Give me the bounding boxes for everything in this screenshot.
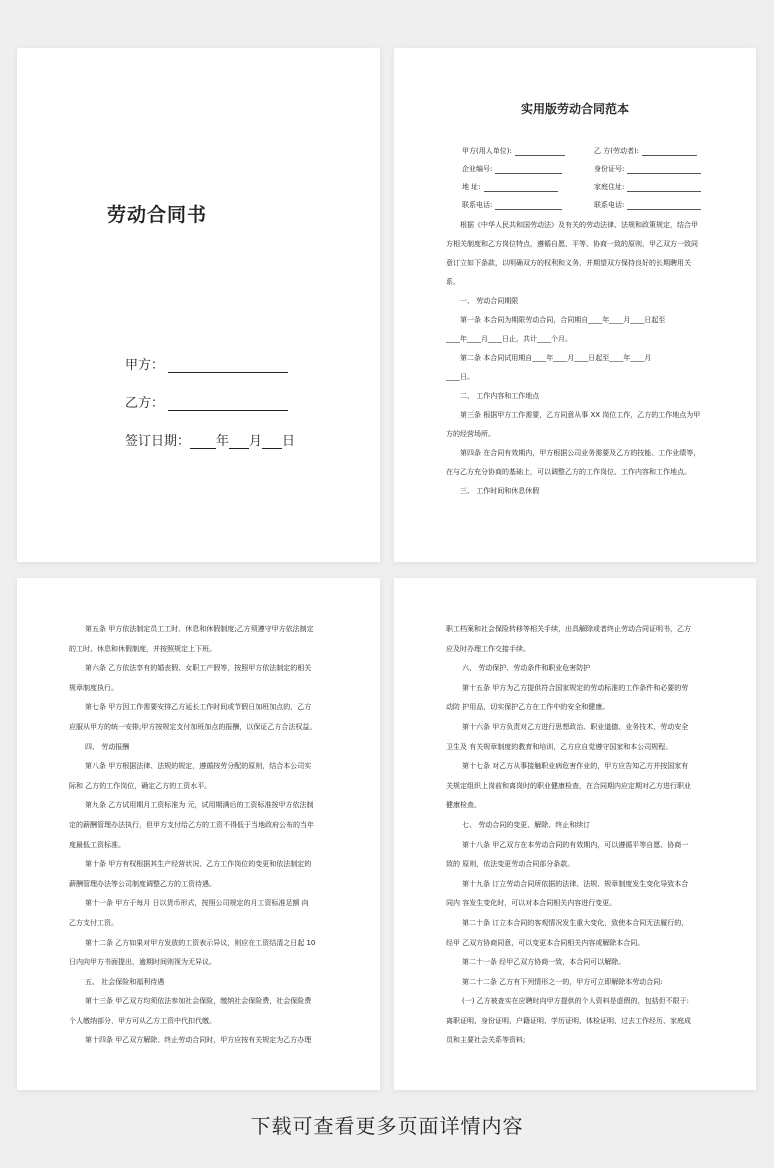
text-line: 卫生及 有关规章制度的教育和培训，乙方应自觉遵守国家和本公司规程。 bbox=[446, 742, 673, 751]
text-line: 动防 护用品，切实保护乙方在工作中的安全和健康。 bbox=[446, 703, 610, 712]
text-line: 致的 原则，依法变更劳动合同部分条款。 bbox=[446, 860, 575, 869]
field-a-name bbox=[462, 146, 565, 156]
page3-text bbox=[69, 620, 339, 1051]
day-line bbox=[262, 434, 282, 449]
field-line bbox=[484, 183, 558, 192]
text-line: 六、 劳动保护、劳动条件和职业危害防护 bbox=[462, 664, 591, 673]
page4-text bbox=[446, 620, 716, 1051]
day-label: 日 bbox=[282, 434, 296, 449]
field-a-code bbox=[462, 164, 562, 174]
article-1: 第一条 本合同为期限劳动合同，合同期自____年____月____日起至 bbox=[460, 316, 666, 324]
text-line: 第二十条 订立本合同的客观情况发生重大变化，致使本合同无法履行的， bbox=[462, 918, 689, 927]
article-1-cont: ____年____月____日止，共计____个月。 bbox=[446, 335, 572, 343]
text-line: 第七条 甲方因工作需要安排乙方延长工作时间或节假日加班加点的，乙方 bbox=[85, 703, 312, 712]
year-line bbox=[190, 434, 216, 449]
month-line bbox=[229, 434, 249, 449]
contract-page-1 bbox=[394, 48, 756, 562]
sign-date-label: 签订日期： bbox=[125, 434, 191, 449]
field-b-addr bbox=[594, 182, 701, 192]
text-line: 四、 劳动报酬 bbox=[85, 742, 130, 751]
text-line: 职工档案和社会保险转移等相关手续，出具解除或者终止劳动合同证明书，乙方 bbox=[446, 625, 691, 633]
section-heading: 三、 工作时间和休息休假 bbox=[460, 487, 540, 495]
text-line: 第八条 甲方根据法律、法规的规定，遵循按劳分配的原则，结合本公司实 bbox=[85, 762, 312, 771]
text-line: 七、 劳动合同的变更、解除、终止和续订 bbox=[462, 820, 591, 829]
party-b-label: 乙方： bbox=[125, 396, 165, 411]
party-b-field bbox=[125, 392, 288, 411]
text-line: 第十一条 甲方于每月 日以货币形式，按照公司规定的月工资标准足额 向 bbox=[85, 899, 309, 908]
text-line: 第十五条 甲方为乙方提供符合国家规定的劳动标准的工作条件和必要的劳 bbox=[462, 683, 689, 692]
article-2: 第二条 本合同试用期自____年____月____日起至____年____月 bbox=[460, 354, 652, 362]
text-line: (一) 乙方被查实在应聘时向甲方提供的个人资料是虚假的，包括但不限于: bbox=[462, 997, 690, 1006]
article-2-cont: ____日。 bbox=[446, 373, 474, 381]
doc-title: 实用版劳动合同范本 bbox=[520, 102, 629, 116]
text-line: 第五条 甲方依法制定员工工时、休息和休假制度;乙方须遵守甲方依法制定 bbox=[85, 625, 314, 633]
text-line: 第十二条 乙方如果对甲方发放的工资表示异议，则应在工资结清之日起 10 bbox=[85, 938, 316, 947]
field-b-name bbox=[594, 146, 697, 156]
text-line: 经甲 乙双方协商同意，可以变更本合同相关内容或解除本合同。 bbox=[446, 938, 645, 947]
party-b-line bbox=[168, 396, 288, 411]
text-line: 同内 容发生变化时，可以对本合同相关内容进行变更。 bbox=[446, 899, 617, 908]
text-line: 规章制度执行。 bbox=[69, 683, 118, 692]
cover-page bbox=[17, 48, 380, 562]
text-line: 个人缴纳部分，甲方可从乙方工资中代扣代缴。 bbox=[69, 1016, 216, 1025]
text-line: 第六条 乙方依法享有的婚丧假、女职工产假等，按照甲方依法制定的相关 bbox=[85, 664, 312, 673]
text-line: 日内向甲方书面提出，逾期时间则视为无异议。 bbox=[69, 958, 216, 967]
intro-paragraph: 根据《中华人民共和国劳动法》及有关的劳动法律、法规和政策规定，结合甲方相关制度和乙方岗位特点，遵循自愿、平等、协商一致的原则，甲乙双方一致同意订立如下条款，以明确双方的权利和义务，并期望双方保持良好的长期聘用关系。 bbox=[446, 221, 698, 286]
party-a-field bbox=[125, 354, 288, 373]
field-label: 家庭住址: bbox=[594, 183, 625, 191]
text-line: 员和主要社会关系等资料; bbox=[446, 1036, 526, 1045]
article-4: 第四条 在合同有效期内，甲方根据公司业务需要及乙方的技能、工作业绩等，在与乙方充分协商的基础上，可以调整乙方的工作岗位、工作内容和工作地点。 bbox=[446, 449, 701, 476]
text-line: 第十条 甲方有权根据其生产经营状况、乙方工作岗位的变更和依法制定的 bbox=[85, 860, 312, 869]
sign-date-field bbox=[125, 430, 295, 449]
field-line bbox=[495, 165, 562, 174]
text-line: 应及时办理工作交接手续。 bbox=[446, 644, 530, 653]
text-line: 第十八条 甲乙双方在本劳动合同的有效期内，可以遵循平等自愿、协商一 bbox=[462, 840, 689, 849]
cover-title: 劳动合同书 bbox=[107, 204, 208, 226]
text-line: 度最低工资标准。 bbox=[69, 840, 125, 849]
field-line bbox=[515, 147, 565, 156]
field-b-phone bbox=[594, 200, 701, 210]
field-line bbox=[627, 201, 701, 210]
text-line: 第九条 乙方试用期月工资标准为 元，试用期满后的工资标准按甲方依法制 bbox=[85, 801, 314, 810]
text-line: 第二十二条 乙方有下列情形之一的，甲方可立即解除本劳动合同: bbox=[462, 977, 663, 986]
text-line: 第十三条 甲乙双方均须依法参加社会保险，缴纳社会保险费，社会保险费 bbox=[85, 997, 312, 1006]
text-line: 际和 乙方的工作岗位，确定乙方的工资水平。 bbox=[69, 781, 212, 790]
year-label: 年 bbox=[216, 434, 230, 449]
field-line bbox=[627, 183, 701, 192]
field-a-phone bbox=[462, 200, 562, 210]
section-heading: 一、 劳动合同期限 bbox=[460, 297, 519, 305]
text-line: 的工时、休息和休假制度，并按照规定上下班。 bbox=[69, 644, 216, 653]
field-label: 企业编号: bbox=[462, 165, 493, 173]
field-b-id bbox=[594, 164, 701, 174]
text-line: 第十七条 对乙方从事接触职业病危害作业的，甲方应告知乙方并按国家有 bbox=[462, 762, 689, 771]
field-label: 联系电话: bbox=[594, 201, 625, 209]
text-line: 五、 社会保险和福利待遇 bbox=[85, 977, 165, 986]
text-line: 第十六条 甲方负责对乙方进行思想政治、职业道德、业务技术、劳动安全 bbox=[462, 722, 689, 731]
text-line: 健康检查。 bbox=[446, 801, 481, 810]
field-label: 乙 方(劳动者): bbox=[594, 147, 640, 155]
text-line: 第十四条 甲乙双方解除、终止劳动合同时，甲方应按有关规定为乙方办理 bbox=[85, 1036, 312, 1045]
text-line: 第二十一条 经甲乙双方协商一致，本合同可以解除。 bbox=[462, 958, 626, 967]
field-line bbox=[627, 165, 701, 174]
party-a-line bbox=[168, 358, 288, 373]
month-label: 月 bbox=[249, 434, 263, 449]
field-line bbox=[642, 147, 697, 156]
contract-page-3 bbox=[394, 578, 756, 1090]
contract-page-2 bbox=[17, 578, 380, 1090]
text-line: 第十九条 订立劳动合同所依据的法律、法规、规章制度发生变化导致本合 bbox=[462, 879, 689, 888]
field-label: 地 址: bbox=[462, 183, 481, 191]
text-line: 离职证明、身份证明、户籍证明、学历证明、体检证明、过去工作经历、家庭成 bbox=[446, 1016, 691, 1025]
text-line: 定的薪酬管理办法执行，但甲方支付给乙方的工资不得低于当地政府公布的当年 bbox=[69, 820, 314, 829]
section-heading: 二、 工作内容和工作地点 bbox=[460, 392, 540, 400]
text-line: 关规定组织上岗前和离岗时的职业健康检查，在合同期内应定期对乙方进行职业 bbox=[446, 781, 691, 790]
footer-text: 下载可查看更多页面详情内容 bbox=[250, 1114, 524, 1138]
article-3: 第三条 根据甲方工作需要，乙方同意从事 XX 岗位工作，乙方的工作地点为甲方的经营场所。 bbox=[446, 411, 701, 438]
field-line bbox=[495, 201, 562, 210]
contract-body bbox=[446, 216, 704, 501]
text-line: 应服从甲方的统一安排;甲方按规定支付加班加点的报酬，以保证乙方合法权益。 bbox=[69, 722, 317, 731]
field-a-addr bbox=[462, 182, 558, 192]
field-label: 身份证号: bbox=[594, 165, 625, 173]
text-line: 乙方支付工资。 bbox=[69, 918, 118, 927]
text-line: 薪酬管理办法等公司制度调整乙方的工资待遇。 bbox=[69, 879, 216, 888]
party-a-label: 甲方： bbox=[125, 358, 165, 373]
field-label: 甲方(用人单位): bbox=[462, 147, 512, 155]
field-label: 联系电话: bbox=[462, 201, 493, 209]
